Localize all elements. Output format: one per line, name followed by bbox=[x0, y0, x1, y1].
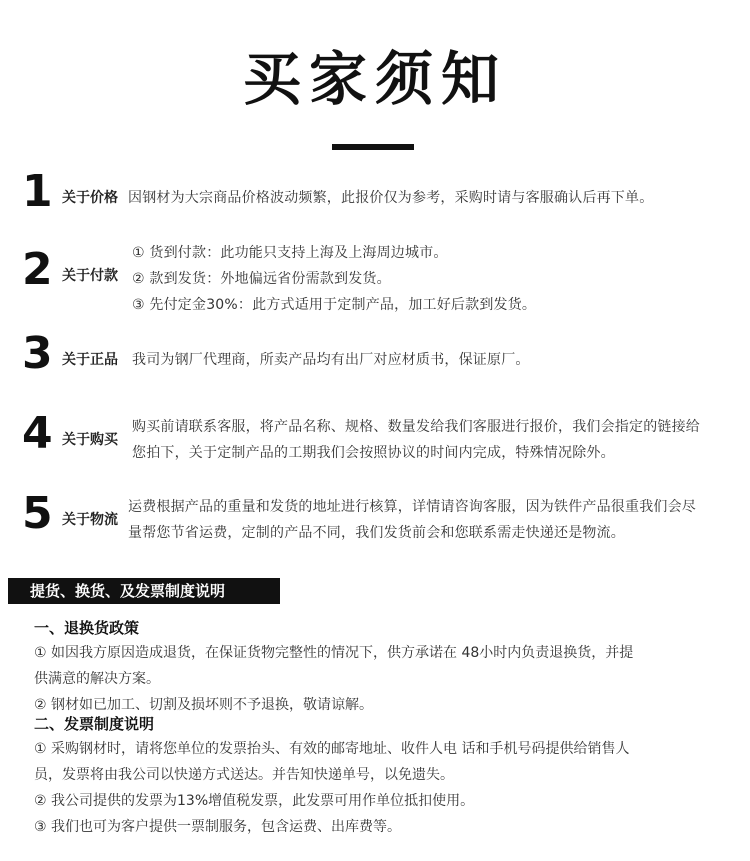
policy-line: ② 钢材如已加工、切割及损坏则不予退换，敬请谅解。 bbox=[34, 697, 373, 713]
title-underline bbox=[332, 144, 414, 150]
description-line: 您拍下，关于定制产品的工期我们会按照协议的时间内完成，特殊情况除外。 bbox=[132, 445, 615, 461]
page-title: 买家须知 bbox=[242, 45, 507, 113]
description-line: 我司为钢厂代理商，所卖产品均有出厂对应材质书，保证原厂。 bbox=[132, 352, 530, 368]
item-label: 关于购买 bbox=[62, 432, 118, 448]
item-label: 关于物流 bbox=[62, 512, 118, 528]
description-line: 运费根据产品的重量和发货的地址进行核算，详情请咨询客服，因为铁件产品很重我们会尽 bbox=[128, 499, 696, 515]
item-number: 5 bbox=[22, 488, 53, 539]
item-number: 2 bbox=[22, 244, 53, 295]
item-number: 3 bbox=[22, 328, 53, 379]
description-line: 量帮您节省运费，定制的产品不同，我们发货前会和您联系需走快递还是物流。 bbox=[128, 525, 625, 541]
item-description bbox=[132, 240, 536, 318]
description-line: ③ 先付定金30%：此方式适用于定制产品，加工好后款到发货。 bbox=[132, 297, 537, 313]
item-description bbox=[132, 414, 700, 466]
description-line: 因钢材为大宗商品价格波动频繁，此报价仅为参考，采购时请与客服确认后再下单。 bbox=[128, 190, 654, 206]
item-description bbox=[128, 185, 653, 211]
description-line: 购买前请联系客服，将产品名称、规格、数量发给我们客服进行报价，我们会指定的链接给 bbox=[132, 419, 700, 435]
policy-invoice bbox=[34, 712, 734, 840]
item-number: 1 bbox=[22, 166, 53, 217]
item-label: 关于价格 bbox=[62, 190, 118, 206]
policy-line: ② 我公司提供的发票为13%增值税发票，此发票可用作单位抵扣使用。 bbox=[34, 793, 475, 809]
policy-line: ① 采购钢材时，请将您单位的发票抬头、有效的邮寄地址、收件人电 话和手机号码提供给销售人 bbox=[34, 741, 630, 757]
item-description bbox=[128, 494, 696, 546]
policy-heading: 一、退换货政策 bbox=[34, 619, 140, 637]
policy-heading: 二、发票制度说明 bbox=[34, 715, 155, 733]
policy-returns bbox=[34, 616, 734, 718]
item-label: 关于付款 bbox=[62, 268, 118, 284]
item-label: 关于正品 bbox=[62, 352, 118, 368]
item-number: 4 bbox=[22, 408, 53, 459]
description-line: ① 货到付款：此功能只支持上海及上海周边城市。 bbox=[132, 245, 448, 261]
policy-line: ① 如因我方原因造成退货，在保证货物完整性的情况下，供方承诺在 48小时内负责退换货，并提 bbox=[34, 645, 634, 661]
policy-line: 员，发票将由我公司以快递方式送达。并告知快递单号，以免遗失。 bbox=[34, 767, 454, 783]
item-description bbox=[132, 347, 530, 373]
policy-line: ③ 我们也可为客户提供一票制服务，包含运费、出库费等。 bbox=[34, 819, 401, 835]
policy-line: 供满意的解决方案。 bbox=[34, 671, 160, 687]
section-banner: 提货、换货、及发票制度说明 bbox=[8, 578, 280, 604]
description-line: ② 款到发货：外地偏远省份需款到发货。 bbox=[132, 271, 391, 287]
